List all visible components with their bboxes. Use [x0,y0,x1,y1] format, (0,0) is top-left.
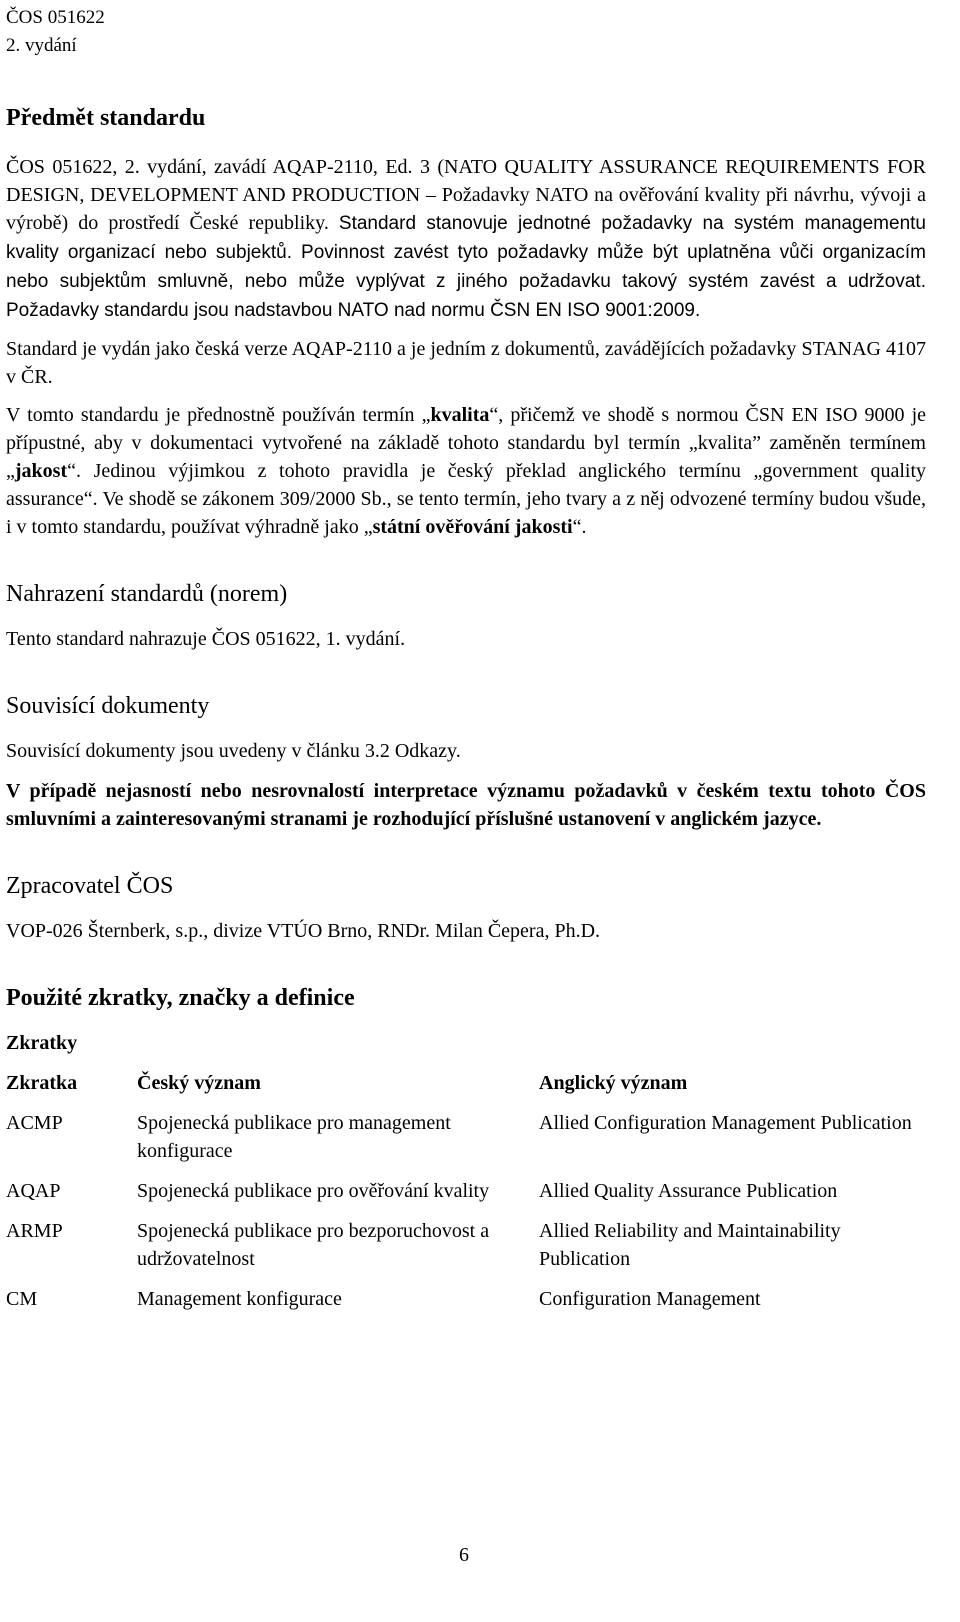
related-text: Souvisící dokumenty jsou uvedeny v článku 3.2 Odkazy. [6,740,461,762]
table-cell-english: Allied Quality Assurance Publication [539,1180,838,1202]
table-cell-abbr: AQAP [6,1180,61,1202]
section-heading-related: Souvisící dokumenty [6,693,210,719]
term-jakost: jakost [14,460,68,482]
term-statni-overovani-jakosti: státní ověřování jakosti [372,516,573,538]
language-notice: V případě nejasností nebo nesrovnalostí interpretace významu požadavků v českém textu tohoto ČOS smluvními a zainteresovanými stranami je rozhodující příslušné ustanovení v anglickém jazyce. [6,780,926,830]
subject-paragraph-3: V tomto standardu je přednostně používán termín „kvalita“, přičemž ve shodě s normou ČSN EN ISO 9000 je přípustné, aby v dokumentaci vytvořené na základě tohoto standardu byl termín „kvalita” zaměněn termínem „jakost“. Jedinou výjimkou z tohoto pravidla je český překlad anglického termínu „government quality assurance“. Ve shodě se zákonem 309/2000 Sb., se tento termín, jeho tvary a z něj odvozené termíny budou všude, i v tomto standardu, používat výhradně jako „státní ověřování jakosti“. [6,404,926,538]
term-kvalita: kvalita [430,404,490,426]
column-header: Anglický význam [539,1072,688,1094]
section-heading-author: Zpracovatel ČOS [6,873,174,899]
table-header-row [6,1069,926,1109]
table-cell-english: Configuration Management [539,1288,761,1310]
subheading-abbreviations: Zkratky [6,1032,78,1054]
table-row [6,1109,926,1177]
table-cell-english: Allied Reliability and Maintainability Publication [539,1220,841,1270]
table-row [6,1285,926,1313]
section-heading-abbreviations: Použité zkratky, značky a definice [6,985,355,1011]
page-number: 6 [459,1544,469,1566]
table-cell-english: Allied Configuration Management Publication [539,1112,912,1134]
table-cell-abbr: ARMP [6,1220,63,1242]
abbreviations-table [6,1069,926,1313]
table-cell-czech: Spojenecká publikace pro bezporuchovost a udržovatelnost [137,1220,490,1270]
subject-paragraph-1 [6,153,926,325]
subject-standard-text: Standard stanovuje jednotné požadavky na systém managementu kvality organizací nebo subjektů. Povinnost zavést tyto požadavky může být uplatněna vůči organizacím nebo subjektům smluvně, nebo může vyplývat z jiného požadavku takový systém zavést a udržovat. Požadavky standardu jsou nadstavbou NATO nad normu ČSN EN ISO 9001:2009. [6,213,926,321]
table-row [6,1177,926,1217]
subject-intro-text: ČOS 051622, 2. vydání, zavádí AQAP-2110, Ed. 3 (NATO QUALITY ASSURANCE REQUIREMENTS FOR DESIGN, DEVELOPMENT AND PRODUCTION – Požadavky NATO na ověřování kvality při návrhu, vývoji a výrobě) do prostředí České republiky. [6,156,926,234]
section-heading-replacement: Nahrazení standardů (norem) [6,581,288,607]
table-cell-czech: Management konfigurace [137,1288,342,1310]
table-cell-abbr: CM [6,1288,38,1310]
table-cell-abbr: ACMP [6,1112,63,1134]
subject-paragraph-2: Standard je vydán jako česká verze AQAP-2110 a je jedním z dokumentů, zavádějících požadavky STANAG 4107 v ČR. [6,338,926,388]
section-heading-subject: Předmět standardu [6,105,206,131]
document-page [6,0,926,1313]
author-text: VOP-026 Šternberk, s.p., divize VTÚO Brno, RNDr. Milan Čepera, Ph.D. [6,920,601,942]
column-header: Zkratka [6,1072,78,1094]
doc-id: ČOS 051622 [6,7,105,28]
table-cell-czech: Spojenecká publikace pro ověřování kvality [137,1180,490,1202]
column-header: Český význam [137,1072,261,1094]
table-row [6,1217,926,1285]
replacement-text: Tento standard nahrazuje ČOS 051622, 1. vydání. [6,628,406,650]
table-cell-czech: Spojenecká publikace pro management konfigurace [137,1112,451,1162]
doc-edition: 2. vydání [6,35,77,56]
